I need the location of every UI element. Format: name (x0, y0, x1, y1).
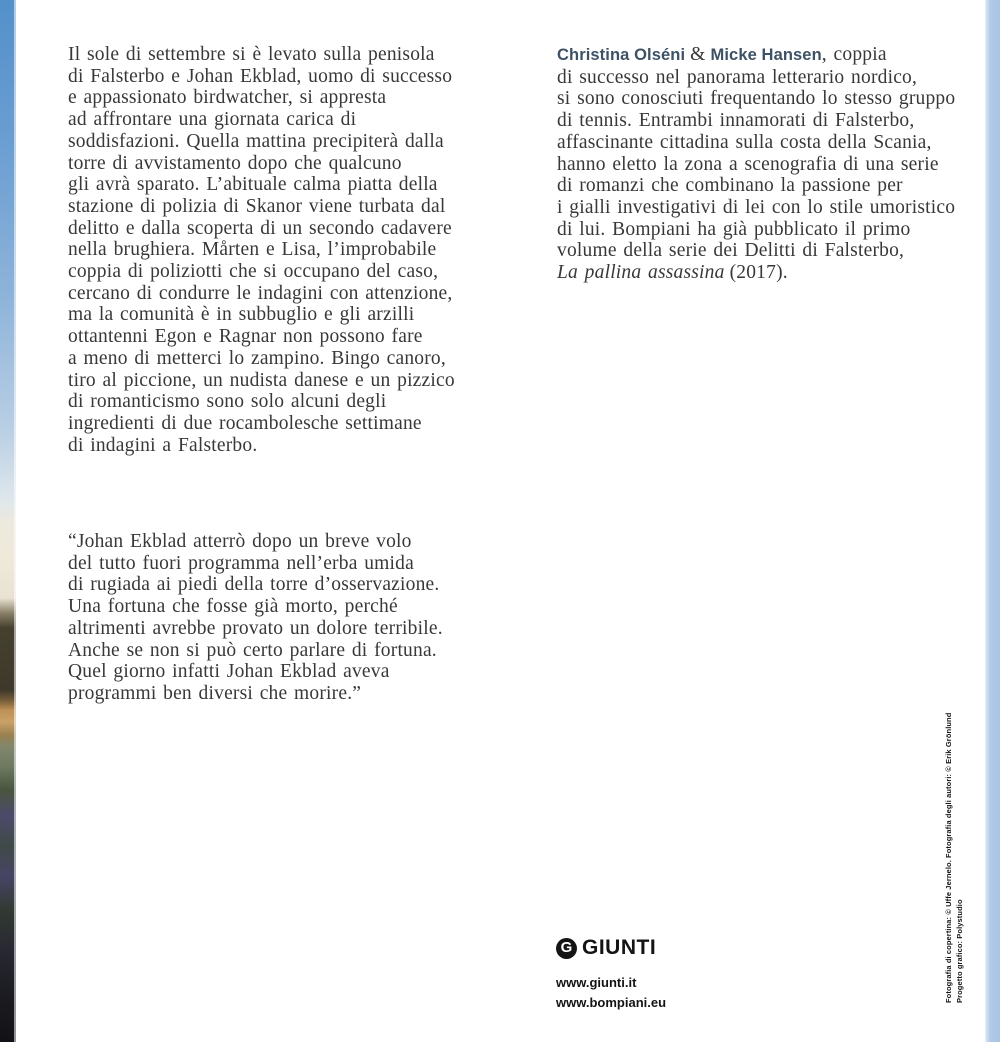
text-line: del tutto fuori programma nell’erba umida (68, 552, 414, 574)
text-line: programmi ben diversi che morire.” (68, 682, 362, 704)
publisher-url-bompiani: www.bompiani.eu (556, 995, 667, 1010)
text-line: i gialli investigativi di lei con lo stile umoristico (557, 196, 956, 218)
text-line: Anche se non si può certo parlare di fortuna. (68, 639, 437, 661)
text-line: di rugiada ai piedi della torre d’osservazione. (68, 574, 440, 596)
text-line: Il sole di settembre si è levato sulla penisola (68, 44, 435, 65)
giunti-g-icon: G (556, 938, 577, 959)
text-line: cercano di condurre le indagini con attenzione, (68, 282, 453, 304)
text-line: coppia di poliziotti che si occupano del caso, (68, 261, 439, 283)
author-name-2: Micke Hansen (710, 46, 822, 64)
text-line: “Johan Ekblad atterrò dopo un breve volo (68, 531, 412, 552)
text-line: ad affrontare una giornata carica di (68, 109, 357, 131)
text-line: nella brughiera. Mårten e Lisa, l’improbabile (68, 239, 437, 261)
author-names-line (557, 44, 987, 67)
text-line: Quel giorno infatti Johan Ekblad aveva (68, 661, 390, 683)
text-line: soddisfazioni. Quella mattina precipiterà dalla (68, 130, 444, 152)
text-line: volume della serie dei Delitti di Falsterbo, (557, 240, 905, 262)
text-line: Una fortuna che fosse già morto, perché (68, 596, 398, 618)
publisher-url-giunti: www.giunti.it (556, 975, 637, 990)
text-line: stazione di polizia di Skanor viene turbata dal (68, 195, 446, 217)
ampersand: & (690, 44, 706, 65)
text-line: di indagini a Falsterbo. (68, 434, 258, 456)
text-line: si sono conosciuti frequentando lo stesso gruppo (557, 88, 956, 110)
book-year: (2017). (729, 262, 788, 284)
text-line: di romanzi che combinano la passione per (557, 175, 903, 197)
previous-book-line (557, 262, 987, 284)
text-line: hanno eletto la zona a scenografia di una serie (557, 153, 939, 175)
authors-bio-lines (557, 67, 987, 262)
book-title: La pallina assassina (557, 262, 725, 284)
text-line: delitto e dalla scoperta di un secondo cadavere (68, 217, 452, 239)
author-line-rest: , coppia (821, 44, 887, 65)
author-name-1: Christina Olséni (557, 46, 686, 64)
text-line: di romanticismo sono solo alcuni degli (68, 391, 387, 413)
text-line: di lui. Bompiani ha già pubblicato il primo (557, 218, 911, 240)
text-line: ottantenni Egon e Ragnar non possono fare (68, 326, 423, 348)
text-line: di tennis. Entrambi innamorati di Falsterbo, (557, 110, 915, 132)
giunti-logo (556, 936, 666, 960)
text-line: ingredienti di due rocambolesche settimane (68, 412, 422, 434)
text-line: affascinante cittadina sulla costa della Scania, (557, 131, 932, 153)
giunti-logo-wordmark: GIUNTI (582, 936, 657, 959)
authors-bio-paragraph (557, 44, 987, 284)
text-line: ma la comunità è in subbuglio e gli arzilli (68, 304, 415, 326)
text-line: altrimenti avrebbe provato un dolore terribile. (68, 617, 443, 639)
synopsis-paragraph (68, 44, 508, 456)
cover-photo-spine-strip (0, 0, 16, 1042)
text-line: tiro al piccione, un nudista danese e un pizzico (68, 369, 455, 391)
text-line: torre di avvistamento dopo che qualcuno (68, 152, 402, 174)
text-line: a meno di metterci lo zampino. Bingo canoro, (68, 347, 446, 369)
text-line: gli avrà sparato. L’abituale calma piatta della (68, 174, 438, 196)
text-line: e appassionato birdwatcher, si appresta (68, 87, 387, 109)
text-line: di successo nel panorama letterario nordico, (557, 66, 918, 88)
right-fold-strip (985, 0, 1000, 1042)
text-line: di Falsterbo e Johan Ekblad, uomo di successo (68, 65, 453, 87)
photo-credits-vertical (944, 711, 965, 1003)
excerpt-quote (68, 531, 508, 705)
publisher-block (556, 936, 666, 1013)
photo-credit-line: Fotografia di copertina: © Uffe Jernelo. Fotografia degli autori: © Erik Grönlund (944, 712, 953, 1003)
design-credit-line: Progetto grafico: Polystudio (954, 899, 964, 1003)
